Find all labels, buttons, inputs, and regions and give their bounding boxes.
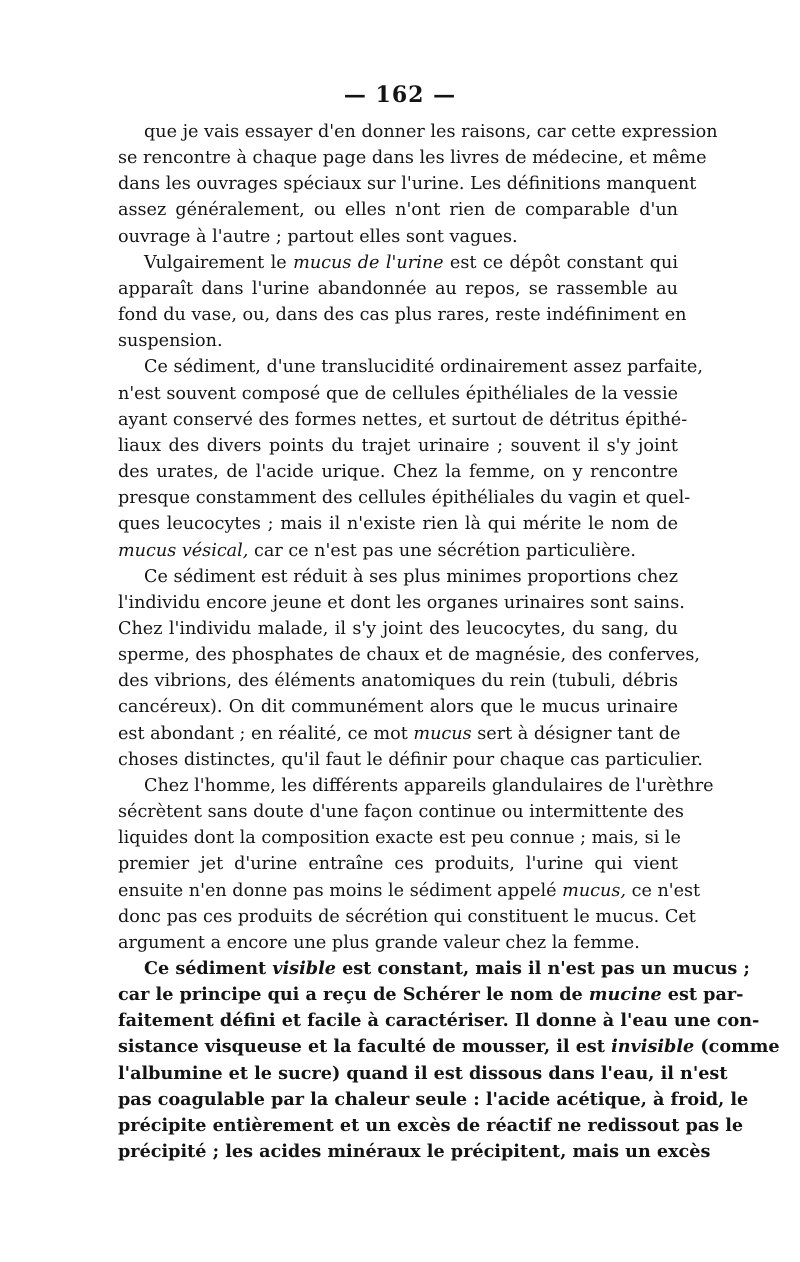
text-line: [118, 590, 685, 616]
text-run: sperme, des phosphates de chaux et de magnésie, des conferves,: [118, 645, 701, 666]
text-line: [118, 642, 701, 668]
text-line: [118, 721, 681, 747]
text-run: premier jet d'urine entraîne ces produits, l'urine qui vient: [118, 854, 678, 875]
text-run: sert à désigner tant de: [471, 723, 681, 744]
text-run: n'est souvent composé que de cellules épithéliales de la vessie: [118, 383, 678, 404]
text-run: ensuite n'en donne pas moins le sédiment appelé: [118, 880, 563, 901]
text-line: [118, 224, 678, 250]
paragraph: [118, 773, 714, 956]
italic-text: visible: [272, 958, 336, 979]
text-run: ce n'est: [626, 880, 701, 901]
text-line: [118, 302, 687, 328]
text-line: [118, 825, 681, 851]
text-run: argument a encore une plus grande valeur chez la femme.: [118, 932, 640, 953]
text-run: faitement défini et facile à caractériser. Il donne à l'eau une con-: [118, 1010, 760, 1032]
text-run: donc pas ces produits de sécrétion qui constituent le mucus. Cet: [118, 906, 696, 927]
text-run: liquides dont la composition exacte est peu connue ; mais, si le: [118, 828, 681, 849]
text-run: sécrètent sans doute d'une façon continue ou intermittente des: [118, 802, 684, 823]
text-line: [118, 1087, 749, 1113]
text-line: [118, 119, 718, 145]
text-line: [118, 197, 678, 223]
text-run: se rencontre à chaque page dans les livres de médecine, et même: [118, 148, 707, 169]
text-run: Vulgairement le: [144, 252, 294, 273]
text-line: [118, 773, 714, 799]
text-line: [118, 381, 678, 407]
text-run: ouvrage à l'autre ; partout elles sont vagues.: [118, 226, 518, 247]
text-run: car le principe qui a reçu de Schérer le nom de: [118, 984, 589, 1006]
text-run: fond du vase, ou, dans des cas plus rares, reste indéfiniment en: [118, 305, 687, 326]
italic-text: mucine: [588, 984, 662, 1006]
italic-text: invisible: [611, 1036, 695, 1058]
text-run: Ce sédiment: [144, 958, 273, 979]
text-line: [118, 564, 678, 590]
paragraph: [118, 564, 703, 773]
text-line: [118, 930, 678, 956]
text-run: est par-: [661, 984, 744, 1006]
text-line: [118, 956, 750, 982]
text-run: des urates, de l'acide urique. Chez la femme, on y rencontre: [118, 462, 678, 483]
text-line: [118, 878, 701, 904]
text-run: que je vais essayer d'en donner les raisons, car cette expression: [144, 122, 718, 142]
page-number: — 162 —: [343, 82, 457, 108]
text-run: est constant, mais il n'est pas un mucus ;: [335, 958, 750, 979]
text-line: [118, 616, 678, 642]
text-run: pas coagulable par la chaleur seule : l'acide acétique, à froid, le: [118, 1088, 749, 1110]
text-run: Chez l'homme, les différents appareils glandulaires de l'urèthre: [144, 775, 714, 796]
text-run: presque constamment des cellules épithéliales du vagin et quel-: [118, 488, 691, 509]
text-run: Chez l'individu malade, il s'y joint des leucocytes, du sang, du: [118, 618, 678, 639]
paragraph: [118, 119, 718, 250]
italic-text: mucus,: [562, 880, 626, 901]
text-run: l'individu encore jeune et dont les organes urinaires sont sains.: [118, 592, 685, 613]
text-line: [118, 511, 678, 537]
text-run: (comme: [694, 1036, 780, 1058]
paragraph: [118, 250, 687, 355]
text-run: est ce dépôt constant qui: [443, 252, 678, 273]
text-run: apparaît dans l'urine abandonnée au repos, se rassemble au: [118, 278, 678, 299]
text-line: [118, 354, 703, 380]
text-run: sistance visqueuse et la faculté de mousser, il est: [118, 1036, 612, 1058]
text-line: [118, 538, 678, 564]
text-line: [118, 851, 678, 877]
text-line: [118, 1034, 780, 1060]
text-line: [118, 485, 691, 511]
text-line: [118, 799, 684, 825]
text-run: suspension.: [118, 331, 223, 352]
text-run: car ce n'est pas une sécrétion particulière.: [248, 540, 636, 561]
text-line: [118, 328, 678, 354]
text-line: [118, 1139, 711, 1165]
text-run: est abondant ; en réalité, ce mot: [118, 723, 414, 744]
text-run: cancéreux). On dit communément alors que le mucus urinaire: [118, 697, 678, 718]
text-run: précipité ; les acides minéraux le précipitent, mais un excès: [118, 1141, 711, 1163]
italic-text: mucus vésical,: [118, 540, 249, 561]
text-line: [118, 433, 678, 459]
text-line: [118, 250, 678, 276]
body-text: [118, 119, 780, 1165]
text-line: [118, 1061, 728, 1087]
text-line: [118, 694, 678, 720]
text-run: assez généralement, ou elles n'ont rien de comparable d'un: [118, 200, 678, 221]
text-line: [118, 747, 703, 773]
paragraph: [118, 354, 703, 563]
text-run: dans les ouvrages spéciaux sur l'urine. Les définitions manquent: [118, 174, 697, 195]
text-line: [118, 904, 696, 930]
text-line: [118, 459, 678, 485]
italic-text: mucus de l'urine: [293, 252, 444, 273]
text-run: des vibrions, des éléments anatomiques du rein (tubuli, débris: [118, 671, 678, 692]
text-line: [118, 1008, 760, 1034]
text-run: liaux des divers points du trajet urinaire ; souvent il s'y joint: [118, 435, 678, 456]
italic-text: mucus: [413, 723, 472, 744]
paragraph: [118, 956, 780, 1165]
text-line: [118, 276, 678, 302]
text-run: l'albumine et le sucre) quand il est dissous dans l'eau, il n'est: [118, 1062, 728, 1084]
text-run: précipite entièrement et un excès de réactif ne redissout pas le: [118, 1114, 744, 1136]
text-run: Ce sédiment, d'une translucidité ordinairement assez parfaite,: [144, 357, 703, 378]
text-line: [118, 171, 697, 197]
text-run: Ce sédiment est réduit à ses plus minimes proportions chez: [144, 566, 678, 587]
text-run: choses distinctes, qu'il faut le définir pour chaque cas particulier.: [118, 749, 703, 770]
text-line: [118, 1113, 744, 1139]
text-line: [118, 407, 688, 433]
text-run: ques leucocytes ; mais il n'existe rien là qui mérite le nom de: [118, 514, 678, 535]
text-line: [118, 668, 678, 694]
text-line: [118, 145, 707, 171]
text-line: [118, 982, 744, 1008]
text-run: ayant conservé des formes nettes, et surtout de détritus épithé-: [118, 409, 688, 430]
